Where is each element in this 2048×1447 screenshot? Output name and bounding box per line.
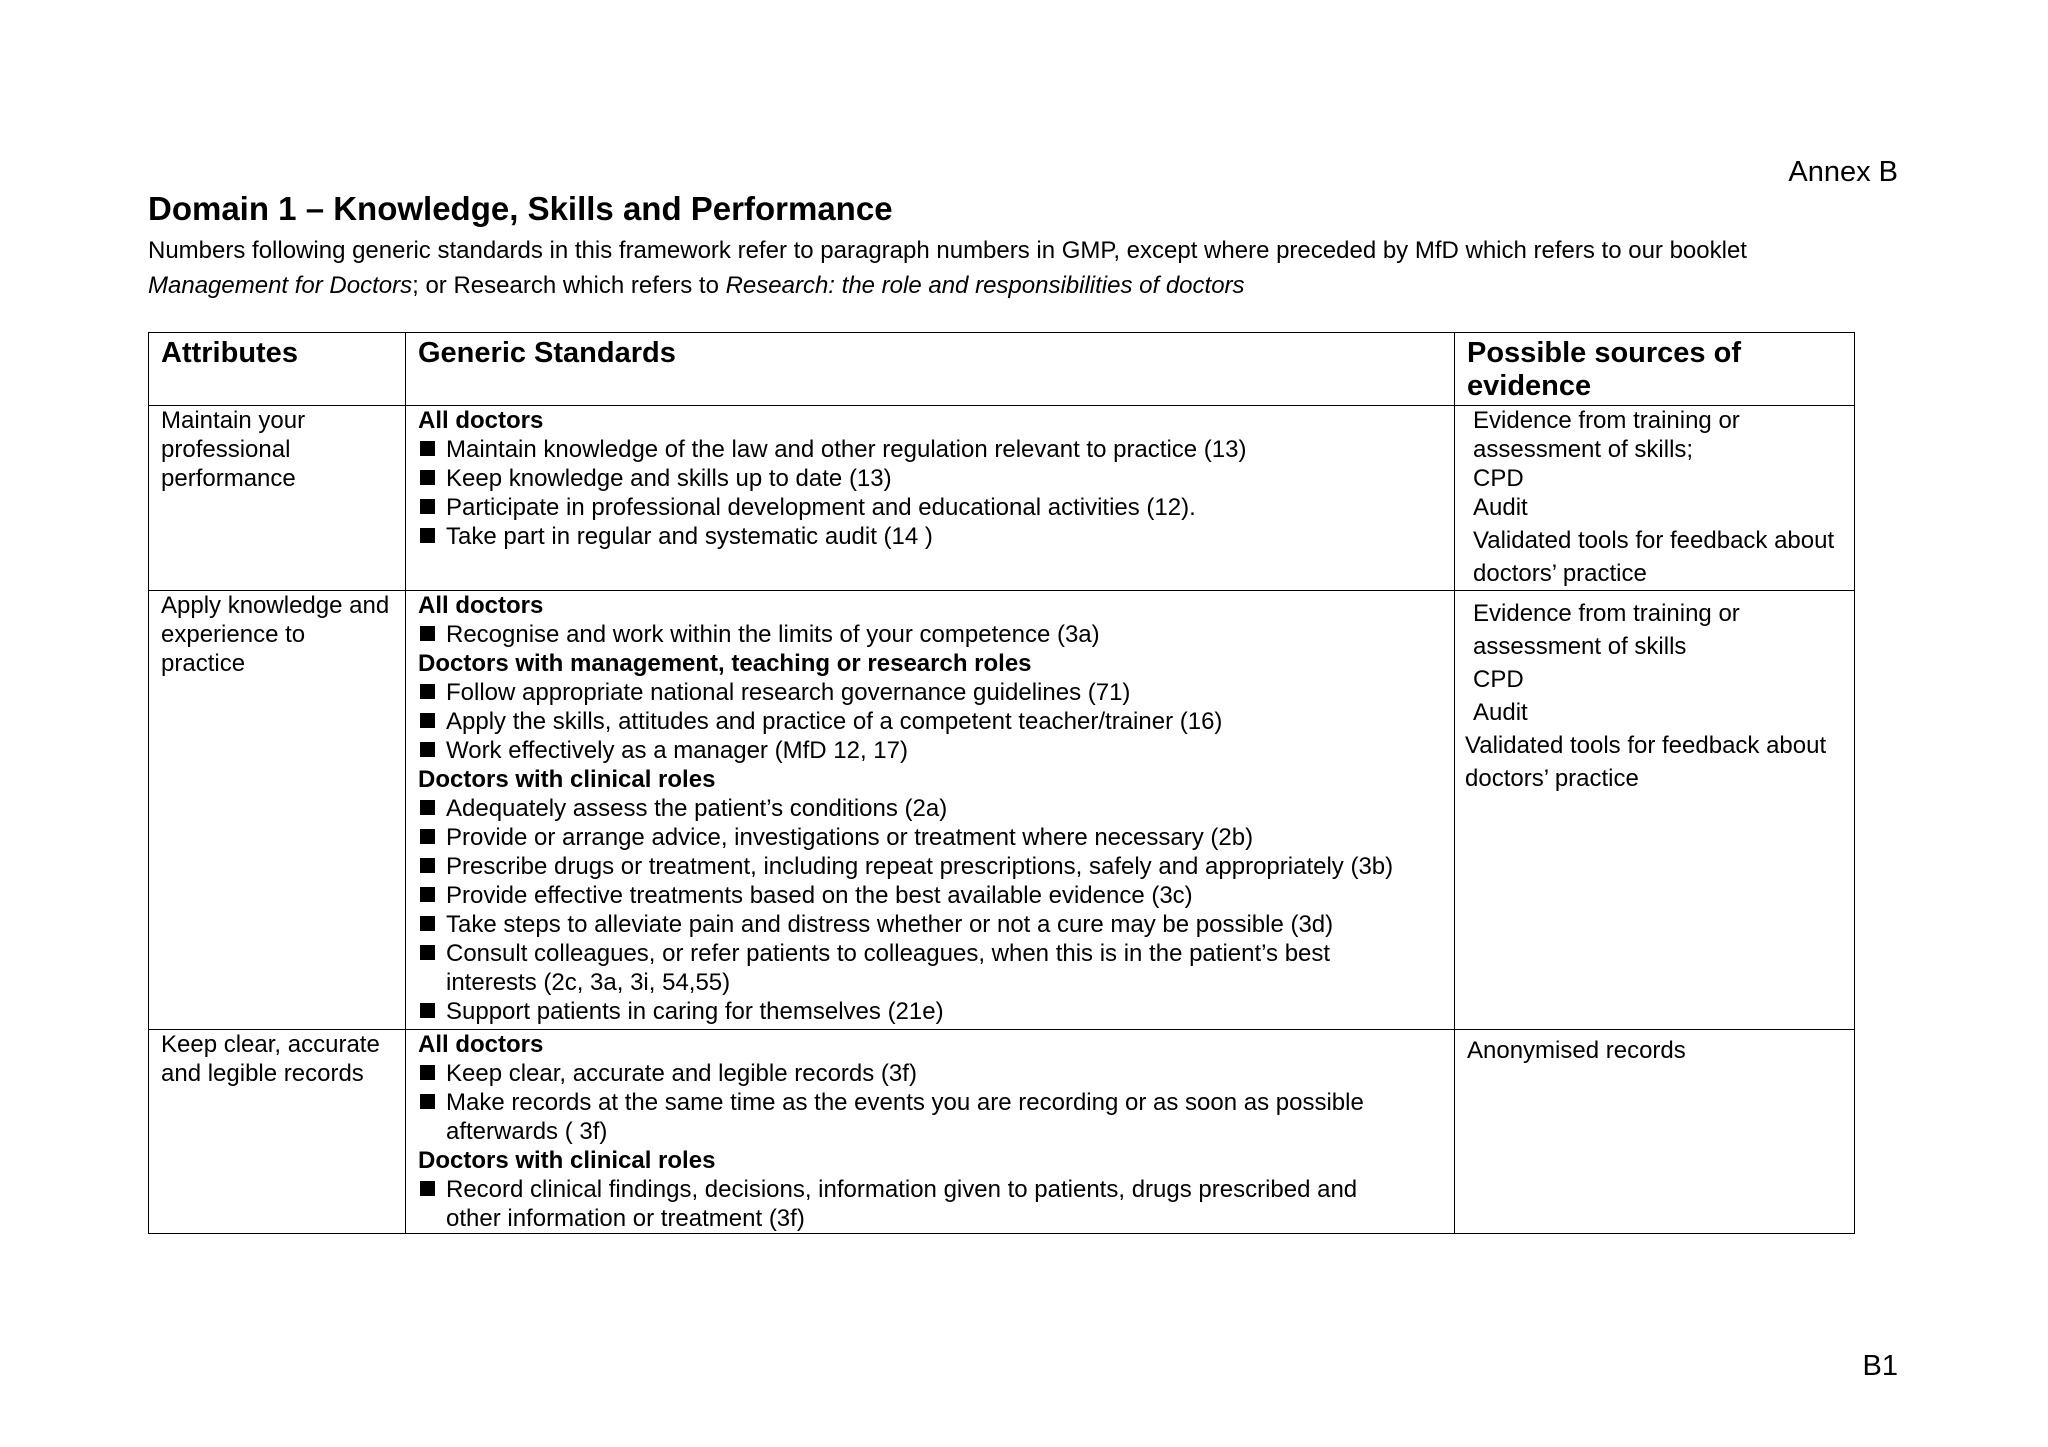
list-item: Make records at the same time as the events you are recording or as soon as possible afterwards ( 3f) xyxy=(418,1088,1442,1146)
header-attributes: Attributes xyxy=(149,333,406,406)
list-item: Take part in regular and systematic audit (14 ) xyxy=(418,522,1442,551)
standards-cell xyxy=(406,591,1455,1030)
evidence-item: Audit xyxy=(1473,699,1528,726)
intro-research-title: Research: the role and responsibilities of doctors xyxy=(725,272,1245,299)
standards-list xyxy=(418,794,1442,1026)
attribute-cell: Apply knowledge and experience to practice xyxy=(149,591,406,1030)
list-item: Participate in professional development and educational activities (12). xyxy=(418,493,1442,522)
evidence-item: CPD xyxy=(1473,465,1524,492)
intro-text-2: ; or Research which refers to xyxy=(412,272,719,299)
table-row xyxy=(149,406,1855,591)
evidence-cell xyxy=(1455,406,1855,591)
standards-list xyxy=(418,620,1442,649)
evidence-cell xyxy=(1455,591,1855,1030)
list-item: Work effectively as a manager (MfD 12, 17) xyxy=(418,736,1442,765)
standards-table xyxy=(148,332,1855,1234)
header-evidence: Possible sources of evidence xyxy=(1455,333,1855,406)
standards-cell xyxy=(406,406,1455,591)
evidence-item: Validated tools for feedback about doctors’ practice xyxy=(1473,527,1835,587)
group-title: All doctors xyxy=(418,407,544,434)
list-item: Recognise and work within the limits of your competence (3a) xyxy=(418,620,1442,649)
page-number: B1 xyxy=(1862,1350,1898,1382)
list-item: Support patients in caring for themselves (21e) xyxy=(418,997,1442,1026)
evidence-item: Audit xyxy=(1473,494,1528,521)
evidence-item: Anonymised records xyxy=(1467,1037,1686,1064)
evidence-cell xyxy=(1455,1030,1855,1234)
table-row xyxy=(149,591,1855,1030)
list-item: Prescribe drugs or treatment, including repeat prescriptions, safely and appropriately (3b) xyxy=(418,852,1442,881)
attribute-cell: Maintain your professional performance xyxy=(149,406,406,591)
group-title: All doctors xyxy=(418,1031,544,1058)
group-title: Doctors with management, teaching or research roles xyxy=(418,650,1032,677)
list-item: Provide or arrange advice, investigations or treatment where necessary (2b) xyxy=(418,823,1442,852)
standards-list xyxy=(418,678,1442,765)
header-generic-standards: Generic Standards xyxy=(406,333,1455,406)
standards-list xyxy=(418,1059,1442,1146)
standards-list xyxy=(418,435,1442,551)
annex-label: Annex B xyxy=(1788,156,1898,188)
evidence-item: Evidence from training or assessment of skills; xyxy=(1473,407,1740,463)
list-item: Maintain knowledge of the law and other regulation relevant to practice (13) xyxy=(418,435,1442,464)
group-title: Doctors with clinical roles xyxy=(418,766,716,793)
table-header-row xyxy=(149,333,1855,406)
intro-booklet-title: Management for Doctors xyxy=(148,272,413,299)
intro-paragraph xyxy=(148,233,1948,303)
list-item: Provide effective treatments based on the best available evidence (3c) xyxy=(418,881,1442,910)
group-title: Doctors with clinical roles xyxy=(418,1147,716,1174)
list-item: Follow appropriate national research governance guidelines (71) xyxy=(418,678,1442,707)
list-item: Record clinical findings, decisions, information given to patients, drugs prescribed and other information or treatment (3f) xyxy=(418,1175,1442,1233)
list-item: Keep clear, accurate and legible records (3f) xyxy=(418,1059,1442,1088)
group-title: All doctors xyxy=(418,592,544,619)
attribute-cell: Keep clear, accurate and legible records xyxy=(149,1030,406,1234)
standards-list xyxy=(418,1175,1442,1233)
evidence-item: Evidence from training or assessment of skills xyxy=(1473,600,1740,660)
page-title: Domain 1 – Knowledge, Skills and Performance xyxy=(148,190,893,227)
list-item: Take steps to alleviate pain and distress whether or not a cure may be possible (3d) xyxy=(418,910,1442,939)
list-item: Apply the skills, attitudes and practice of a competent teacher/trainer (16) xyxy=(418,707,1442,736)
evidence-item: CPD xyxy=(1473,666,1524,693)
table-row xyxy=(149,1030,1855,1234)
standards-cell xyxy=(406,1030,1455,1234)
list-item: Consult colleagues, or refer patients to colleagues, when this is in the patient’s best interests (2c, 3a, 3i, 54,55) xyxy=(418,939,1442,997)
evidence-item: Validated tools for feedback about doctors’ practice xyxy=(1465,732,1827,792)
intro-text-1: Numbers following generic standards in this framework refer to paragraph numbers in GMP, except where preceded by MfD which refers to our booklet xyxy=(148,237,1747,264)
list-item: Adequately assess the patient’s conditions (2a) xyxy=(418,794,1442,823)
list-item: Keep knowledge and skills up to date (13) xyxy=(418,464,1442,493)
